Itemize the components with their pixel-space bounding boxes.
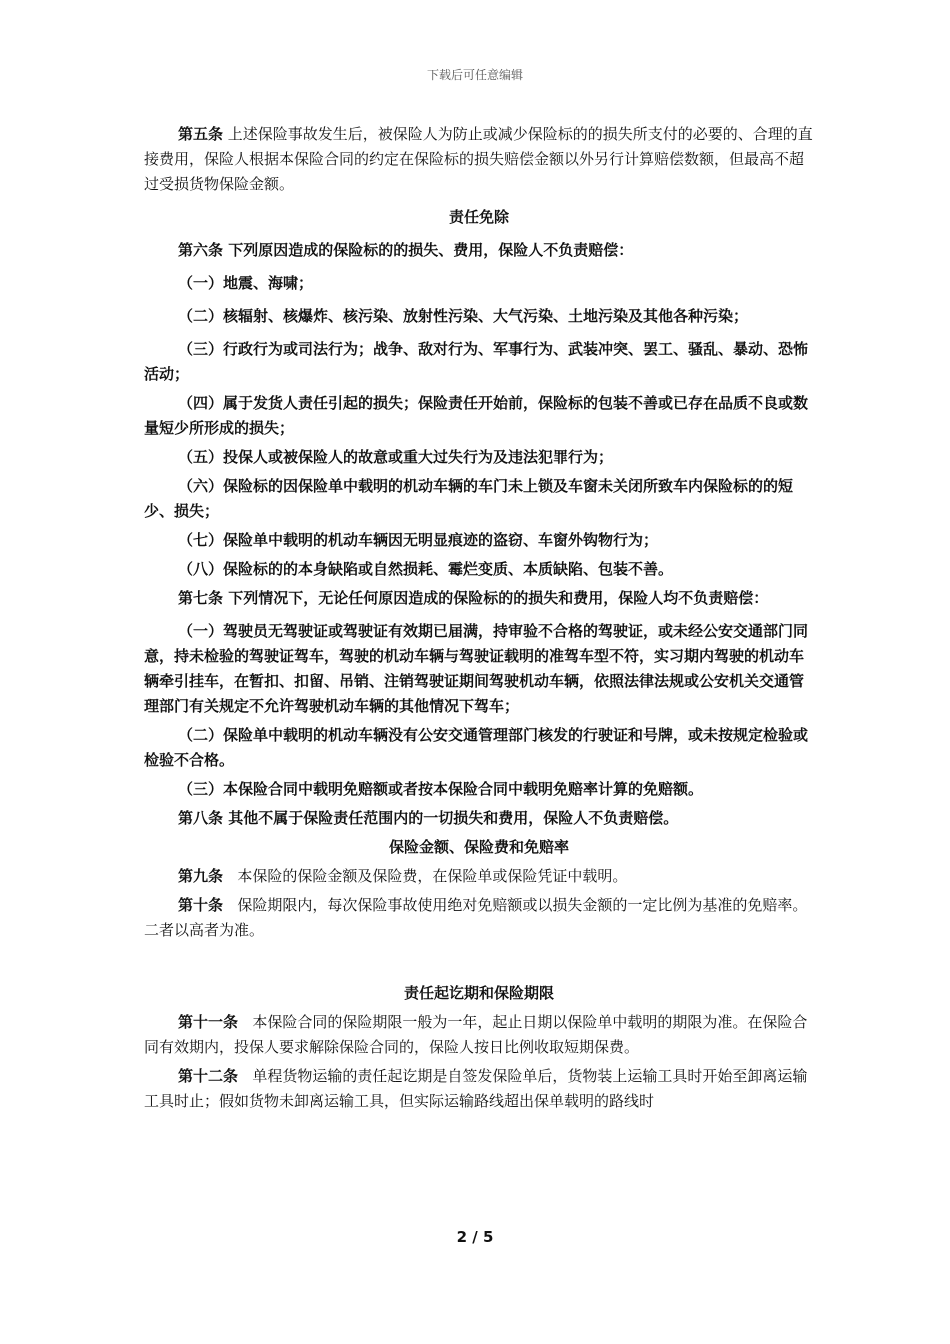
article-11 xyxy=(144,1010,814,1060)
article-12-label: 第十二条 xyxy=(178,1067,239,1085)
article-5-label: 第五条 xyxy=(178,125,224,143)
article-8: 第八条 其他不属于保险责任范围内的一切损失和费用，保险人不负责赔偿。 xyxy=(178,809,679,827)
article-11-label: 第十一条 xyxy=(178,1013,239,1031)
article-6-item-7: （七）保险单中载明的机动车辆因无明显痕迹的盗窃、车窗外钩物行为； xyxy=(178,531,659,549)
article-11-text: 本保险合同的保险期限一般为一年，起止日期以保险单中载明的期限为准。在保险合同有效期内，投保人要求解除保险合同的，保险人按日比例收取短期保费。 xyxy=(144,1013,808,1056)
article-6-item-1: （一）地震、海啸； xyxy=(178,274,314,292)
article-6-item-2: （二）核辐射、核爆炸、核污染、放射性污染、大气污染、土地污染及其他各种污染； xyxy=(178,307,749,325)
section-heading-amounts: 保险金额、保险费和免赔率 xyxy=(388,838,569,856)
page-header: 下载后可任意编辑 xyxy=(426,68,523,82)
page-number: 2 / 5 xyxy=(456,1228,494,1246)
article-5 xyxy=(144,122,814,197)
article-9-text: 本保险的保险金额及保险费，在保险单或保险凭证中载明。 xyxy=(237,867,628,885)
section-heading-exclusions: 责任免除 xyxy=(448,208,509,226)
article-6: 第六条 下列原因造成的保险标的的损失、费用，保险人不负责赔偿： xyxy=(178,241,634,259)
article-7-item-2: （二）保险单中载明的机动车辆没有公安交通管理部门核发的行驶证和号牌，或未按规定检验或检验不合格。 xyxy=(144,726,809,769)
article-7: 第七条 下列情况下，无论任何原因造成的保险标的的损失和费用，保险人均不负责赔偿： xyxy=(178,589,769,607)
article-12-text: 单程货物运输的责任起讫期是自签发保险单后，货物装上运输工具时开始至卸离运输工具时止；假如货物未卸离运输工具，但实际运输路线超出保单载明的路线时 xyxy=(144,1067,808,1110)
article-7-item-3: （三）本保险合同中载明免赔额或者按本保险合同中载明免赔率计算的免赔额。 xyxy=(178,780,704,798)
article-6-item-8: （八）保险标的的本身缺陷或自然损耗、霉烂变质、本质缺陷、包装不善。 xyxy=(178,560,674,578)
article-5-text: 上述保险事故发生后，被保险人为防止或减少保险标的的损失所支付的必要的、合理的直接费用，保险人根据本保险合同的约定在保险标的损失赔偿金额以外另行计算赔偿数额，但最高不超过受损货物保险金额。 xyxy=(144,125,813,193)
article-10 xyxy=(144,893,814,943)
article-9-label: 第九条 xyxy=(178,867,224,885)
article-6-item-3: （三）行政行为或司法行为；战争、敌对行为、军事行为、武装冲突、罢工、骚乱、暴动、恐怖活动； xyxy=(144,340,809,383)
article-6-item-6: （六）保险标的因保险单中载明的机动车辆的车门未上锁及车窗未关闭所致车内保险标的的短少、损失； xyxy=(144,477,794,520)
article-6-item-5: （五）投保人或被保险人的故意或重大过失行为及违法犯罪行为； xyxy=(178,448,614,466)
article-7-item-1: （一）驾驶员无驾驶证或驾驶证有效期已届满，持审验不合格的驾驶证，或未经公安交通部门同意，持未检验的驾驶证驾车，驾驶的机动车辆与驾驶证载明的准驾车型不符，实习期内驾驶的机动车辆牵引挂车，在暂扣、扣留、吊销、注销驾驶证期间驾驶机动车辆，依照法律法规或公安机关交通管理部门有关规定不允许驾驶机动车辆的其他情况下驾车； xyxy=(144,622,809,715)
article-9 xyxy=(144,864,814,889)
document-body xyxy=(144,122,814,1114)
article-12 xyxy=(144,1064,814,1114)
section-heading-period: 责任起讫期和保险期限 xyxy=(403,984,554,1002)
article-6-item-4: （四）属于发货人责任引起的损失；保险责任开始前，保险标的包装不善或已存在品质不良或数量短少所形成的损失； xyxy=(144,394,809,437)
article-10-label: 第十条 xyxy=(178,896,224,914)
article-10-text: 保险期限内，每次保险事故使用绝对免赔额或以损失金额的一定比例为基准的免赔率。二者以高者为准。 xyxy=(144,896,808,939)
